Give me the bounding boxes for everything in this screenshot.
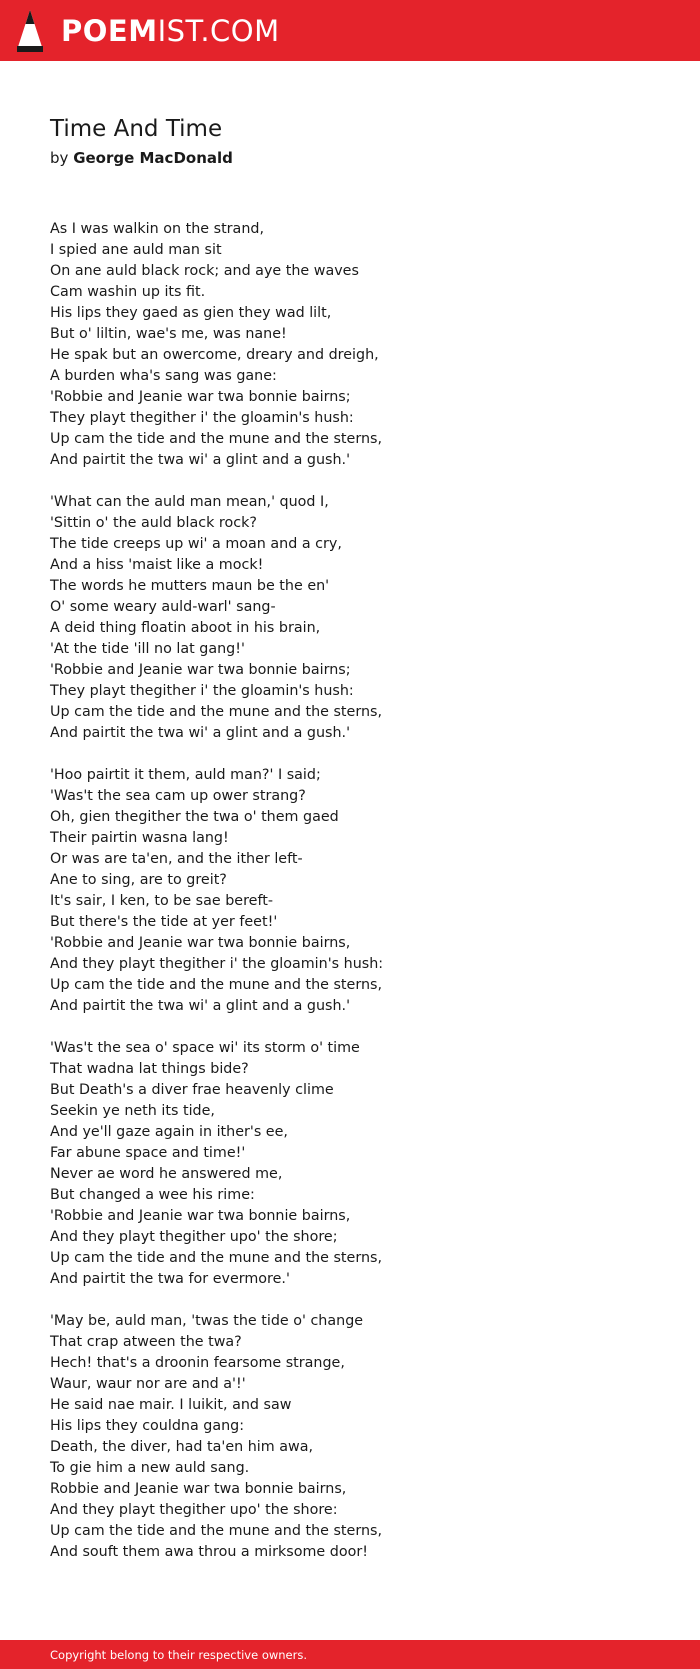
poem-stanza — [50, 219, 650, 471]
byline-label: by — [50, 149, 69, 167]
poem-line: To gie him a new auld sang. — [50, 1460, 250, 1476]
copyright-notice: Copyright belong to their respective owners. — [50, 1648, 308, 1662]
poem-line: Cam washin up its fit. — [50, 284, 206, 300]
logo-bold-part: POEM — [61, 14, 158, 48]
poem-line: Far abune space and time!' — [50, 1145, 246, 1161]
poem-line: The tide creeps up wi' a moan and a cry, — [50, 536, 342, 552]
poem-line: 'At the tide 'ill no lat gang!' — [50, 641, 245, 657]
site-logo-text — [61, 10, 280, 52]
logo-light-part: IST.COM — [157, 14, 280, 48]
poem-line: 'What can the auld man mean,' quod I, — [50, 494, 329, 510]
poem-line: But o' liltin, wae's me, was nane! — [50, 326, 287, 342]
poem-author: George MacDonald — [73, 149, 233, 167]
poem-content — [50, 112, 650, 1584]
poem-line: Up cam the tide and the mune and the sterns, — [50, 1523, 382, 1539]
poem-line: A burden wha's sang was gane: — [50, 368, 277, 384]
site-header — [0, 0, 700, 61]
poem-line: And ye'll gaze again in ither's ee, — [50, 1124, 288, 1140]
poem-stanza — [50, 492, 650, 744]
poem-line: His lips they gaed as gien they wad lilt, — [50, 305, 332, 321]
poem-line: Hech! that's a droonin fearsome strange, — [50, 1355, 345, 1371]
poem-line: His lips they couldna gang: — [50, 1418, 245, 1434]
poem-byline — [50, 147, 650, 169]
poem-line: On ane auld black rock; and aye the waves — [50, 263, 359, 279]
poem-body — [50, 219, 650, 1563]
poem-line: 'Robbie and Jeanie war twa bonnie bairns; — [50, 662, 351, 678]
poem-line: And a hiss 'maist like a mock! — [50, 557, 264, 573]
poem-stanza — [50, 1038, 650, 1290]
poem-line: Death, the diver, had ta'en him awa, — [50, 1439, 314, 1455]
site-footer — [0, 1640, 700, 1669]
poem-line: Or was are ta'en, and the ither left- — [50, 851, 303, 867]
poem-line: Their pairtin wasna lang! — [50, 830, 229, 846]
poem-line: But Death's a diver frae heavenly clime — [50, 1082, 334, 1098]
poem-line: But changed a wee his rime: — [50, 1187, 255, 1203]
poem-line: It's sair, I ken, to be sae bereft- — [50, 893, 274, 909]
poem-line: Up cam the tide and the mune and the sterns, — [50, 431, 382, 447]
poem-line: And pairtit the twa wi' a glint and a gush.' — [50, 725, 351, 741]
poem-line: They playt thegither i' the gloamin's hush: — [50, 683, 354, 699]
poem-stanza — [50, 1311, 650, 1563]
poem-line: And they playt thegither upo' the shore: — [50, 1502, 338, 1518]
poem-line: 'Hoo pairtit it them, auld man?' I said; — [50, 767, 321, 783]
poem-line: And pairtit the twa wi' a glint and a gush.' — [50, 452, 351, 468]
poem-line: He spak but an owercome, dreary and dreigh, — [50, 347, 379, 363]
poem-line: Up cam the tide and the mune and the sterns, — [50, 704, 382, 720]
poem-stanza — [50, 765, 650, 1017]
poem-line: As I was walkin on the strand, — [50, 221, 264, 237]
poem-line: And souft them awa throu a mirksome door! — [50, 1544, 368, 1560]
poem-line: They playt thegither i' the gloamin's hush: — [50, 410, 354, 426]
poem-line: A deid thing floatin aboot in his brain, — [50, 620, 321, 636]
poem-line: 'Robbie and Jeanie war twa bonnie bairns; — [50, 389, 351, 405]
poem-line: That wadna lat things bide? — [50, 1061, 249, 1077]
poem-line: And they playt thegither i' the gloamin's hush: — [50, 956, 384, 972]
poem-line: The words he mutters maun be the en' — [50, 578, 330, 594]
poem-line: And they playt thegither upo' the shore; — [50, 1229, 338, 1245]
site-logo-link[interactable] — [17, 10, 280, 52]
poem-line: He said nae mair. I luikit, and saw — [50, 1397, 292, 1413]
poem-line: And pairtit the twa for evermore.' — [50, 1271, 290, 1287]
pencil-tip-icon — [17, 10, 43, 52]
poem-line: Never ae word he answered me, — [50, 1166, 283, 1182]
poem-title: Time And Time — [50, 116, 223, 142]
poem-line: 'Robbie and Jeanie war twa bonnie bairns, — [50, 1208, 351, 1224]
poem-line: 'Was't the sea cam up ower strang? — [50, 788, 306, 804]
poem-line: 'Sittin o' the auld black rock? — [50, 515, 257, 531]
poem-line: 'Robbie and Jeanie war twa bonnie bairns, — [50, 935, 351, 951]
poem-line: 'May be, auld man, 'twas the tide o' change — [50, 1313, 364, 1329]
poem-line: Oh, gien thegither the twa o' them gaed — [50, 809, 339, 825]
poem-line: O' some weary auld-warl' sang- — [50, 599, 276, 615]
poem-line: Robbie and Jeanie war twa bonnie bairns, — [50, 1481, 347, 1497]
poem-line: And pairtit the twa wi' a glint and a gush.' — [50, 998, 351, 1014]
poem-line: Seekin ye neth its tide, — [50, 1103, 215, 1119]
poem-line: Up cam the tide and the mune and the sterns, — [50, 1250, 382, 1266]
poem-line: That crap atween the twa? — [50, 1334, 242, 1350]
poem-line: Ane to sing, are to greit? — [50, 872, 227, 888]
poem-line: I spied ane auld man sit — [50, 242, 222, 258]
poem-line: Waur, waur nor are and a'!' — [50, 1376, 246, 1392]
poem-line: But there's the tide at yer feet!' — [50, 914, 278, 930]
poem-line: 'Was't the sea o' space wi' its storm o' time — [50, 1040, 360, 1056]
poem-line: Up cam the tide and the mune and the sterns, — [50, 977, 382, 993]
